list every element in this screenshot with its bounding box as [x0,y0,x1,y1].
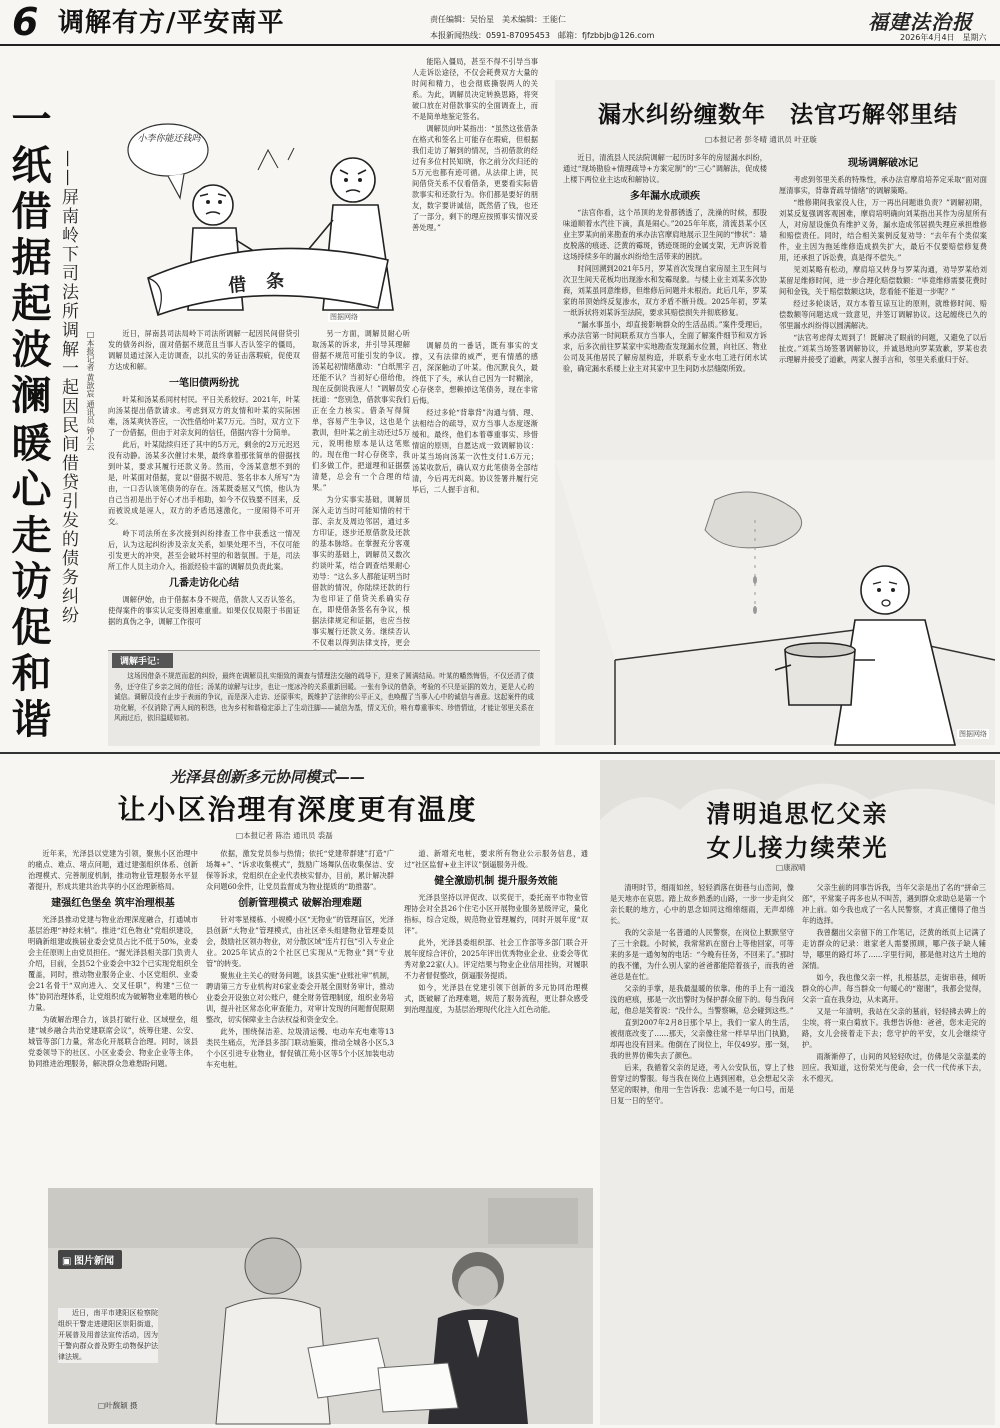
article4-paragraph: 又是一年清明，我站在父亲的墓前，轻轻拂去碑上的尘埃，将一束白菊放下。我想告诉他：爸爸，您未走完的路，女儿会接着走下去；您守护的平安，女儿会继续守护。 [802,1007,986,1049]
article3-paragraph: 聚焦业主关心的财务问题，该县实施“业账社审”机制，聘请第三方专业机构对6家业委会开展全面财务审计，推动业委会开设独立对公账户，健全财务管理制度，组织业务培训，提升社区常态化审查能力，对审计发现的问题督促限期整改，切实保障业主合法权益和资金安全。 [206,971,394,1024]
article4-paragraph: 我曾翻出父亲留下的工作笔记，泛黄的纸页上记满了走访群众的记录：谁家老人需要照顾，哪户孩子缺人辅导，哪里的路灯坏了……字里行间，都是他对这片土地的深情。 [802,928,986,970]
article4-title-line1: 清明追思忆父亲 [706,800,889,828]
section-title: 调解有方/平安南平 [58,8,285,38]
article3-paragraph: 道、新增充电桩，要求所有物业公示服务信息，通过“社区监督+业主评议”倒逼服务升级。 [404,849,588,869]
article3-kicker: 光泽县创新多元协同模式—— [170,768,366,786]
article4-column-left [610,882,794,1420]
article-community-governance [0,758,595,1428]
note-text: 这场因借条不规范而起的纠纷，最终在调解员扎实细致的调查与情理法交融的疏导下，迎来了圆满结局。叶某的幡然悔悟，不仅还清了债务，还守住了乡亲之间的信任；汤某的谅解与让步，也让一度冰冷的关系重新回暖。一张有争议的借条，考验的不只是证据的效力，更是人心的诚信。调解员没有止步于表面的争议，而是深入走访、还原事实，既维护了法律的公平正义，也唤醒了当事人心中的诚信与善意。这起案件的成功化解，不仅消除了两人间的积怨，也为乡村和谐稳定添上了生动注脚——诚信为基，情义无价，唯有尊重事实、珍惜情谊，才能让邻里关系在风雨过后，依旧温暖如初。 [114,672,534,722]
article3-subhead-1: 建强红色堡垒 筑牢治理根基 [51,898,175,909]
article3-title: 让小区治理有深度更有温度 [117,793,478,826]
article1-subhead-1: 一笔旧债两纷扰 [169,378,239,389]
article1-subtitle: ——屏南岭下司法所调解一起因民间借贷引发的债务纠纷 [58,150,78,625]
article1-paragraph: 调解员的一番话，既有事实的支撑，又有法律的威严，更有情感的感召，深深触动了叶某。他沉默良久，最终低下了头，承认自己因为一时糊涂，心存侥幸，想赖掉这笔债务，现在非常后悔。 [412,341,538,405]
article1-paragraph: 经过多轮“背靠背”沟通与情、理、法相结合的疏导，双方当事人态度逐渐缓和。最终，他们本着尊重事实、珍惜情谊的原则，自愿达成一致调解协议：叶某当场向汤某一次性支付1.6万元；汤某收款后，确认双方此笔债务全部结清，今后再无纠葛。协议签署并履行完毕后，二人握手言和。 [412,408,538,494]
article2-paragraph: 时间回溯到2021年5月，罗某首次发现自家房屋主卫生间与次卫生间天花板均出现渗水和发霉现象。与楼上业主刘某多次协商，刘某虽同意维修，但维修后问题并未根治。此后几年，罗某家的吊顶始终反复渗水，双方矛盾不断升级。2025年初，罗某一纸诉状将刘某诉至法院，要求其赔偿损失并彻底修复。 [563,264,767,317]
leak-illustration-image [555,460,995,745]
article1-lead: 近日，屏南县司法局岭下司法所调解一起因民间借贷引发的债务纠纷，面对借据不规范且当事人否认签字的僵局，调解员通过深入走访调查，以扎实的务证击落瑕疵，促使双方达成和解。 [108,329,300,371]
article4-paragraph: 如今，我也像父亲一样，扎根基层，走街串巷，倾听群众的心声。每当群众一句暖心的“谢谢”，我都会觉得，父亲一直在我身边，从未离开。 [802,973,986,1004]
article3-paragraph: 此外，光泽县委组织部、社会工作部等多部门联合开展年度综合评价，2025年评出优秀物业企业、业委会等优秀对象22家(人)。评定结果与物业企业信用挂钩，对履职不力者督促整改，倒逼服务提质。 [404,938,588,980]
article3-column-3 [404,848,588,1184]
cartoon-speech-text: 小李你能还钱吗 [137,134,201,144]
article2-lead: 近日，清流县人民法院调解一起历时多年的房屋漏水纠纷，通过“现场勘验+情理疏导+方案定制”的“三心”调解法，促成楼上楼下两位业主达成和解协议。 [563,153,767,184]
article2-byline: □本报记者 彭冬晴 通讯员 叶亚璇 [705,135,817,144]
article3-paragraph: 为破解治理合力，该县打破行业、区域壁垒，组建“城乡融合共治党建联席会议”，统筹住建、公安、城管等部门力量，常态化开展联合治理。同时，该县党委领导下的社区、小区业委会、物业企业等主体，协同推进治理服务，解决群众急难愁盼问题。 [28,1015,198,1068]
article1-paragraph: 调解员向叶某指出：“虽然这张借条在格式和签名上可能存在瑕疵，但根据我们走访了解到的情况，当初借款的经过有多位村民知晓，你之前分次归还的5万元也都有迹可循。从法律上讲，民间借贷关系不仅看借条，更要看实际借款事实和还款行为。你们都是要好的朋友，数字要讲诚信，既然借了钱，也还了一部分，剩下的理应按照事实情况妥善处理。” [412,124,538,232]
article1-paragraph: 此后，叶某陆续归还了其中的5万元，剩余的2万元迟迟没有动静。汤某多次催讨未果，最终拿着那张简单的借据找到叶某，要求其履行还款义务。然而，令汤某意想不到的是，叶某面对借据，竟以“借据不规范、签名非本人所写”为由，一口否认该笔债务的存在。汤某既委屈又气愤，他认为自己当初是出于好心才出手相助，如今不仅钱要不回来，反而被说成是诬人，双方的矛盾迅速激化，一度闹得不可开交。 [108,440,300,526]
article1-column-end [412,340,538,660]
article3-column-2 [206,848,394,1184]
section-divider [0,752,1000,754]
camera-icon: ▣ [62,1256,72,1267]
article4-paragraph: 父亲生前的同事告诉我，当年父亲是出了名的“拼命三郎”，平常案子再多也从不叫苦，遇到群众求助总是第一个冲上前。如今我也成了一名人民警察，才真正懂得了他当年的选择。 [802,883,986,925]
article4-byline: □康淑晴 [776,863,806,872]
article2-column-left [563,152,767,452]
article4-paragraph: 后来，我循着父亲的足迹，考入公安队伍，穿上了他曾穿过的警服。每当我在岗位上遇到困难，总会想起父亲坚定的眼神，他用一生告诉我：忠诚不是一句口号，而是日复一日的坚守。 [610,1063,794,1105]
article3-paragraph: 光泽县坚持以评促改、以奖促干，委托南平市物业管理协会对全县26个住宅小区开展物业服务星级评定，量化指标，综合定级，规范物业管理履约，同时开展年度“双评”。 [404,893,588,935]
article2-column-right [779,152,987,452]
article2-paragraph: “法官你看，这个吊顶的龙骨都锈透了，洗澡的时候，那股味道顺着水汽往下滴，真是闹心。”2025年年底，清流县某小区业主罗某向前来勘查的承办法官摩肩地展示卫生间的“惨状”：墙皮脱落的痕迹、泛黄的霉斑，锈迹斑斑的金属支架，无声诉说着这场持续多年的漏水纠纷给生活带来的困扰。 [563,208,767,261]
article1-title-line2: 暖心走访促和谐 [5,422,51,744]
article1-paragraph: 叶某和汤某系同村村民。平日关系较好。2021年，叶某向汤某提出借款请求。考虑到双方的友情和叶某的实际困难，汤某爽快答应，一次性借给叶某7万元。当时，双方立下了一份借据，但由于对亲友间的信任，借据内容十分简单。 [108,395,300,437]
note-label: 调解手记： [112,653,173,668]
debt-cartoon-image [108,110,408,324]
article2-paragraph: 见刘某略有松动，摩肩培又转身与罗某沟通，劝导罗某给刘某留足维修时间，进一步合理化赔偿数额：“毕竟维修需要花费时间和金钱，关于赔偿数额这块，您看能不能退一步呢？” [779,265,987,296]
masthead-logo: 福建法治报 [868,10,973,34]
article4-paragraph: 父亲的手掌，是我最温暖的依靠。他的手上有一道浅浅的疤痕，那是一次出警时为保护群众留下的。每当我问起，他总是笑着说：“没什么，当警察嘛，总会碰到这些。” [610,984,794,1015]
article1-subhead-2: 几番走访化心结 [169,578,239,589]
photo-news-credit: □叶馥颖 摄 [98,1401,138,1410]
photo-news-label [58,1250,122,1269]
editors-line: 责任编辑：吴怡星 美术编辑：王能仁 [430,15,566,24]
article4-paragraph: 直到2007年2月8日那个早上，我们一家人的生活，被彻底改变了……那天，父亲像往常一样早早出门执勤，却再也没有回来。他倒在了岗位上，年仅49岁。那一刻，我的世界仿佛失去了颜色。 [610,1018,794,1060]
article2-subhead-1: 多年漏水成顽疾 [630,191,700,202]
article2-paragraph: “法官考虑得太周到了！既解决了眼前的问题，又避免了以后扯皮。”刘某当场签署调解协议，并诚恳地向罗某致歉，罗某也表示理解并接受了道歉，两家人握手言和，邻里关系重归于好。 [779,333,987,364]
photo-news-caption: 近日，南平市建阳区检察院组织干警走进建阳区崇阳街道，开展普及用普法宣传活动，因为干警向群众普及野生动物保护法律法规。 [58,1309,158,1361]
cartoon-paper-text: 借条 [227,268,306,297]
article3-paragraph: 光泽县推动党建与物业治理深度融合，打通城市基层治理“神经末梢”。推进“红色物业”党组织建设，明确新组建或换届业委会党员占比不低于50%，业委会主任原则上由党员担任。“掘光泽县相关部门负责人介绍，目前，全县52个业委会中32个已实现党组织全覆盖，同时，推动物业服务企业、小区党组织、业委会21名骨干“双向进入、交叉任职”，构建“三位一体”协同治理体系，让党组织成为破解物业难题的核心力量。 [28,915,198,1012]
article2-paragraph: 经过多轮谈话，双方本着互谅互让的原则，就维修时间、赔偿数额等问题达成一致意见，并签订调解协议。这起缠绕已久的邻里漏水纠纷得以圆满解决。 [779,299,987,330]
article3-byline: □本报记者 陈浩 通讯员 裘磊 [236,831,333,840]
article4-column-right [802,882,986,1420]
article4-paragraph: 清明时节，细雨如丝，轻轻洒落在街巷与山峦间，像是天地亦在哀思。踏上故乡熟悉的山路，一步一步走向父亲长眠的地方，心中的思念如同这绵绵细雨，无声却绵长。 [610,883,794,925]
article2-paragraph: “漏水事虽小，却直接影响群众的生活品质。”案件受理后，承办法官第一时间联系双方当事人，全面了解案件细节和双方诉求，后多次前往罗某家中实地勘查发现漏水位置，向社区、物业公司及其他居民了解房屋构造，并联系专业水电工进行闭水试验，确定漏水系楼上业主对其家中卫生间防水层缝隙所致。 [563,320,767,373]
article2-paragraph: “维修期间我家没人住，万一再出问题谁负责？”调解初期，刘某反复强调客观困难，摩肩培明确向刘某指出其作为房屋所有人，对房屋设施负有维护义务，漏水造成邻居损失理应承担维修和赔偿责任。同时，结合相关案例反复劝导：“去年有个类似案件，业主因为拖延维修造成损失扩大，最后不仅要赔偿修复费用，还承担了诉讼费，真是得不偿失。” [779,198,987,262]
page-header [0,0,1000,46]
article2-paragraph: 考虑到邻里关系的特殊性，承办法官摩肩培养定采取“面对面厘清事实，背靠背疏导情绪”的调解策略。 [779,175,987,195]
article1-byline: □本报记者 黄歆宸 通讯员 钟小云 [86,330,95,451]
article2-title: 漏水纠纷缠数年 法官巧解邻里结 [598,102,958,128]
photo-news-label-text: 图片新闻 [74,1256,114,1267]
article1-paragraph: 另一方面，调解员耐心听取汤某的诉求，并引导其理解借据不规范可能引发的争议。汤某起初情绪激动：“白纸黑字还能不认？当初好心借给他，现在反倒说我诬人！”调解员安抚道：“您别急，借款事实我们正在全力核实。借条写得简单，容易产生争议，这也是个教训，但叶某之前主动还过5万元，说明他原本是认这笔账的。现在他一时心存侥幸，我们多做工作，把道理和证据摆清楚，总会有一个合理的结果。” [312,329,411,492]
mediation-note-box [108,650,540,746]
article1-paragraph: 能陷入僵局，甚至不得不引导当事人走诉讼途径，不仅会耗费双方大量的时间和精力，也会彻底撕裂两人的关系。为此，调解员决定转换思路，将突破口放在对借款事实的全面调查上，而不是简单地鉴定签名。 [412,57,538,121]
page-number: 6 [12,0,39,44]
article4-paragraph: 雨渐渐停了，山间的风轻轻吹过，仿佛是父亲温柔的回应。我知道，这份荣光与使命，会一代一代传承下去，永不熄灭。 [802,1052,986,1083]
article3-lead: 近年来，光泽县以党建为引领，聚焦小区治理中的痛点、难点、堵点问题，通过建强组织体系、创新治理模式、完善制度机制，推动物业管理服务水平显著提升，形成共建共治共享的小区治理新格局。 [28,849,198,891]
hotline-line: 本报新闻热线：0591-87095453 邮箱：fjfzbbjb@126.com [430,31,655,40]
article4-paragraph: 我的父亲是一名普通的人民警察，在岗位上默默坚守了三十余载。小时候，我常常趴在窗台上等他回家，可等来的多是一通匆匆的电话：“今晚有任务，不回来了。”那时的我不懂，为什么别人家的爸爸都能陪着孩子，而我的爸爸总是在忙。 [610,928,794,981]
article1-paragraph: 岭下司法所在多次接到纠纷排查工作中获悉这一情况后，认为这起纠纷涉及亲友关系，如果处理不当，不仅可能引发更大的冲突，甚至会破坏村里的和谐氛围。于是，司法所工作人员主动介入，指派经验丰富的调解员负责此案。 [108,529,300,571]
article4-title-line2: 女儿接力续荣光 [706,834,889,862]
article1-paragraph: 调解伊始，由于借据本身不规范，借款人又否认签名，使得案件的事实认定变得困难重重。如果仅仅局限于书面证据的真伪之争，调解工作很可 [108,595,300,626]
article3-paragraph: 如今，光泽县在党建引领下创新的多元协同治理模式，既破解了治理难题，规范了服务流程，更让群众感受到治理温度，为基层治理现代化注入红色动能。 [404,983,588,1014]
article3-paragraph: 此外，围绕保洁差、垃圾清运慢、电动车充电难等13类民生痛点，光泽县多部门联动施策，推动全城各小区5,3个小区引进专业物业，督促镇江苑小区等5个小区加装电动车充电桩。 [206,1027,394,1069]
article2-image-credit: 图据网络 [959,730,987,738]
article1-column-left [108,328,300,660]
header-rule [0,44,1000,46]
article1-paragraph: 为分实事实基础，调解员深入走访当时可能知情的村干部、亲友及周边邻居，通过多方印证，逐步还原借款及还款的基本脉络。在掌握充分客观事实的基础上，调解员又数次约谈叶某，结合调查结果耐心劝导：“这么多人都能证明当时借款的情况，你陆续还款的行为也印证了借贷关系确实存在，即使借条签名有争议，根据法律规定和证据，也应当按事实履行还款义务。继续否认不仅难以得到法律支持，更会 [312,495,410,647]
article1-column-wide [312,328,410,658]
article3-column-1 [28,848,198,1184]
article3-subhead-2: 创新管理模式 破解治理难题 [238,898,362,909]
article1-image-credit: 图据网络 [330,313,358,321]
article3-paragraph: 针对零星楼栋、小规模小区“无物业”的管理盲区，光泽县创新“大物业”管理模式，由社区牵头组建物业管理委员会，鼓励社区领办物业，对分散区域“连片打包”引入专业企业。2025年试点的2个社区已实现从“无物业”到“专业管”的转变。 [206,915,394,968]
article-qingming [600,760,995,1425]
photo-news-box [48,1188,593,1424]
article1-title-line1: 一纸借据起波澜 [5,98,51,420]
article2-subhead-2: 现场调解破冰记 [848,158,918,169]
photo-news-image [48,1188,593,1424]
article-debt-dispute [0,50,545,750]
article3-paragraph: 依据，激发党员参与热情；依托“党建带群建”打造“广场舞+”、“诉求收集模式”，鼓励广场舞队伍收集保洁、安保等诉求，党组织在企业代表核实督办，目前，累计解决群众问题60余件，让党员监督成为物业提质的“助推器”。 [206,849,394,891]
article3-subhead-3: 健全激励机制 提升服务效能 [434,876,558,887]
article-water-leak [555,80,995,745]
issue-date: 2026年4月4日 星期六 [900,33,987,42]
